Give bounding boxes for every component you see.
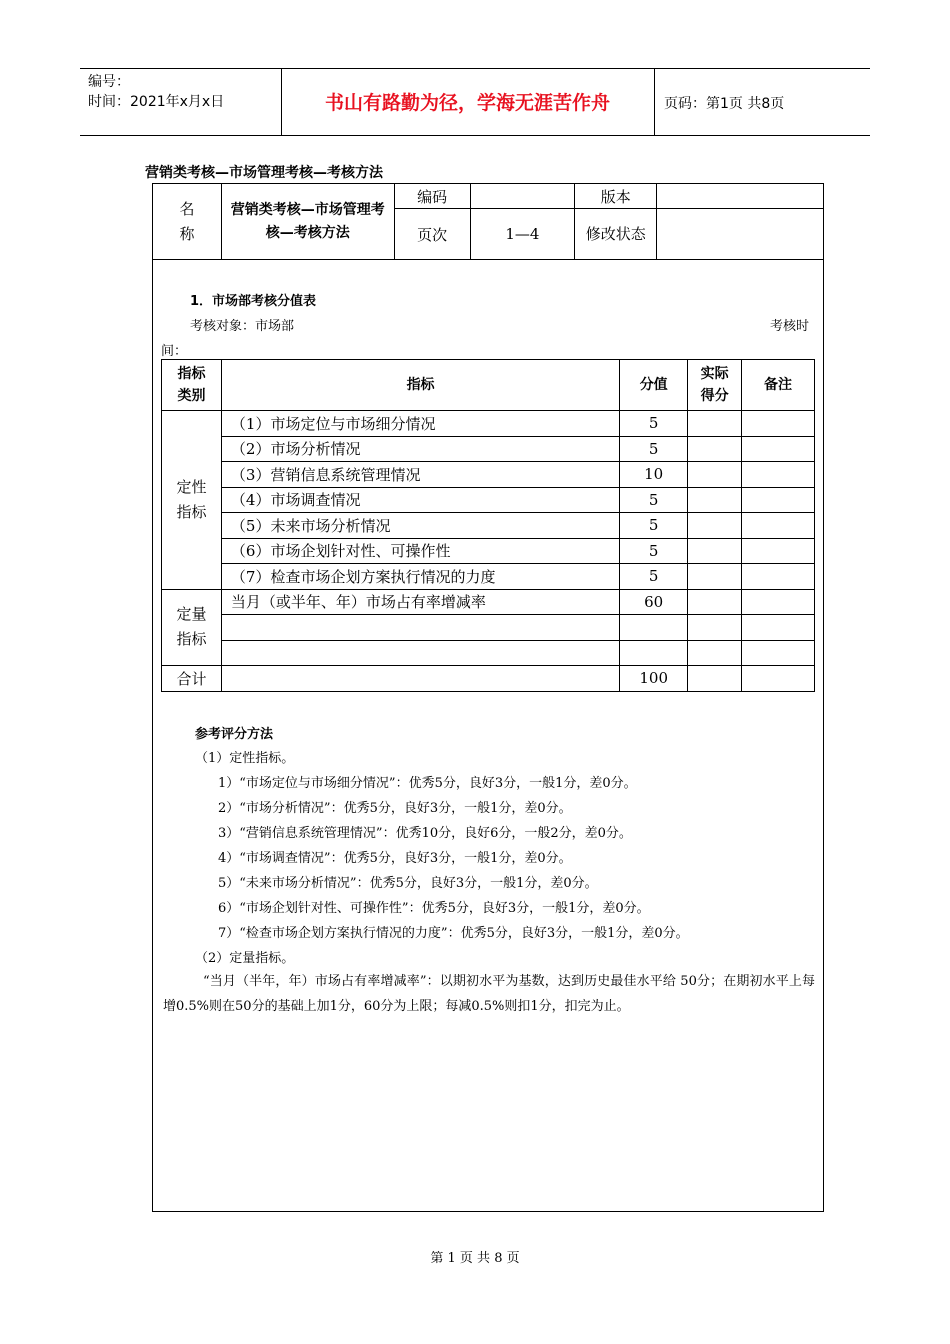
indicator-cell: 当月（或半年、年）市场占有率增减率: [221, 589, 619, 615]
score-cell: 5: [620, 487, 688, 513]
remark-cell: [742, 666, 815, 692]
actual-cell: [688, 462, 742, 488]
section-title: 1．市场部考核分值表: [190, 294, 317, 309]
reference-item: 1）“市场定位与市场细分情况”：优秀5分，良好3分，一般1分，差0分。: [218, 776, 637, 791]
pages-value: 1—4: [470, 209, 575, 260]
actual-cell: [688, 538, 742, 564]
revision-value: [657, 209, 824, 260]
table-row: [162, 564, 815, 590]
header-score: 分值: [620, 360, 688, 411]
score-cell: 10: [620, 462, 688, 488]
score-cell: 5: [620, 513, 688, 539]
table-row: [162, 538, 815, 564]
remark-cell: [742, 564, 815, 590]
remark-cell: [742, 589, 815, 615]
code-value: [470, 184, 575, 209]
actual-cell: [688, 564, 742, 590]
document-title: 营销类考核—市场管理考核—考核方法: [145, 165, 383, 181]
indicator-cell: （4）市场调查情况: [221, 487, 619, 513]
remark-cell: [742, 436, 815, 462]
score-cell: 5: [620, 538, 688, 564]
indicator-cell: （3）营销信息系统管理情况: [221, 462, 619, 488]
name-value: 营销类考核—市场管理考核—考核方法: [221, 184, 394, 260]
header-top-rule: [80, 68, 870, 69]
number-label: 编号：: [88, 74, 130, 90]
header-page-info: 页码：第1页 共8页: [664, 96, 785, 112]
table-row: [162, 640, 815, 666]
quantitative-label: 定量 指标: [162, 589, 222, 666]
version-value: [657, 184, 824, 209]
version-label: 版本: [575, 184, 657, 209]
reference-item: 6）“市场企划针对性、可操作性”：优秀5分，良好3分，一般1分，差0分。: [218, 901, 650, 916]
actual-cell: [688, 615, 742, 641]
table-row: [162, 666, 815, 692]
indicator-cell: [221, 640, 619, 666]
table-row: [162, 462, 815, 488]
reference-item: 2）“市场分析情况”：优秀5分，良好3分，一般1分，差0分。: [218, 801, 572, 816]
remark-cell: [742, 538, 815, 564]
actual-cell: [688, 666, 742, 692]
header-bottom-rule: [80, 135, 870, 136]
reference-item: 3）“营销信息系统管理情况”：优秀10分，良好6分，一般2分，差0分。: [218, 826, 632, 841]
remark-cell: [742, 462, 815, 488]
indicator-cell: （5）未来市场分析情况: [221, 513, 619, 539]
header-remark: 备注: [742, 360, 815, 411]
actual-cell: [688, 487, 742, 513]
header-category: 指标 类别: [162, 360, 222, 411]
remark-cell: [742, 411, 815, 437]
indicator-cell: （6）市场企划针对性、可操作性: [221, 538, 619, 564]
score-cell: 5: [620, 436, 688, 462]
qualitative-label: 定性 指标: [162, 411, 222, 590]
header-meta: [88, 72, 224, 112]
table-row: [162, 436, 815, 462]
header-divider: [654, 68, 655, 135]
table-row: [162, 411, 815, 437]
code-label: 编码: [394, 184, 470, 209]
time-label: 时间：2021年x月x日: [88, 94, 225, 110]
name-label: 名 称: [153, 184, 222, 260]
reference-title: 参考评分方法: [195, 727, 274, 742]
revision-label: 修改状态: [575, 209, 657, 260]
info-table: [152, 183, 824, 260]
reference-item: 4）“市场调查情况”：优秀5分，良好3分，一般1分，差0分。: [218, 851, 572, 866]
header-indicator: 指标: [221, 360, 619, 411]
quantitative-description: “当月（半年，年）市场占有率增减率”：以期初水平为基数，达到历史最佳水平给 50分；在期初水平上每增0.5%则在50分的基础上加1分，60分为上限；每减0.5%则扣1分，扣完为止。: [163, 974, 815, 1014]
indicator-cell: （2）市场分析情况: [221, 436, 619, 462]
remark-cell: [742, 615, 815, 641]
indicator-cell: （1）市场定位与市场细分情况: [221, 411, 619, 437]
assessment-target: 考核对象：市场部: [190, 319, 295, 334]
score-cell: [620, 640, 688, 666]
table-row: [162, 615, 815, 641]
quantitative-heading: （2）定量指标。: [195, 951, 295, 966]
indicator-cell: （7）检查市场企划方案执行情况的力度: [221, 564, 619, 590]
table-row: [162, 513, 815, 539]
remark-cell: [742, 487, 815, 513]
total-label: 合计: [162, 666, 222, 692]
qualitative-heading: （1）定性指标。: [195, 751, 295, 766]
assessment-time-label: 考核时: [770, 319, 810, 334]
actual-cell: [688, 436, 742, 462]
table-row: [162, 589, 815, 615]
table-row: [162, 487, 815, 513]
document-frame: [152, 183, 824, 1212]
score-cell: 60: [620, 589, 688, 615]
remark-cell: [742, 640, 815, 666]
page-footer: 第 1 页 共 8 页: [430, 1251, 520, 1266]
reference-item: 7）“检查市场企划方案执行情况的力度”：优秀5分，良好3分，一般1分，差0分。: [218, 926, 689, 941]
assessment-time-label-cont: 间：: [161, 344, 188, 359]
remark-cell: [742, 513, 815, 539]
score-cell: 5: [620, 564, 688, 590]
indicator-cell: [221, 615, 619, 641]
pages-label: 页次: [394, 209, 470, 260]
reference-item: 5）“未来市场分析情况”：优秀5分，良好3分，一般1分，差0分。: [218, 876, 598, 891]
score-table: [161, 359, 815, 692]
actual-cell: [688, 640, 742, 666]
actual-cell: [688, 589, 742, 615]
score-cell: [620, 615, 688, 641]
actual-cell: [688, 411, 742, 437]
header-actual: 实际 得分: [688, 360, 742, 411]
score-cell: 5: [620, 411, 688, 437]
actual-cell: [688, 513, 742, 539]
indicator-cell: [221, 666, 619, 692]
total-score: 100: [620, 666, 688, 692]
header-motto: 书山有路勤为径，学海无涯苦作舟: [324, 92, 610, 114]
